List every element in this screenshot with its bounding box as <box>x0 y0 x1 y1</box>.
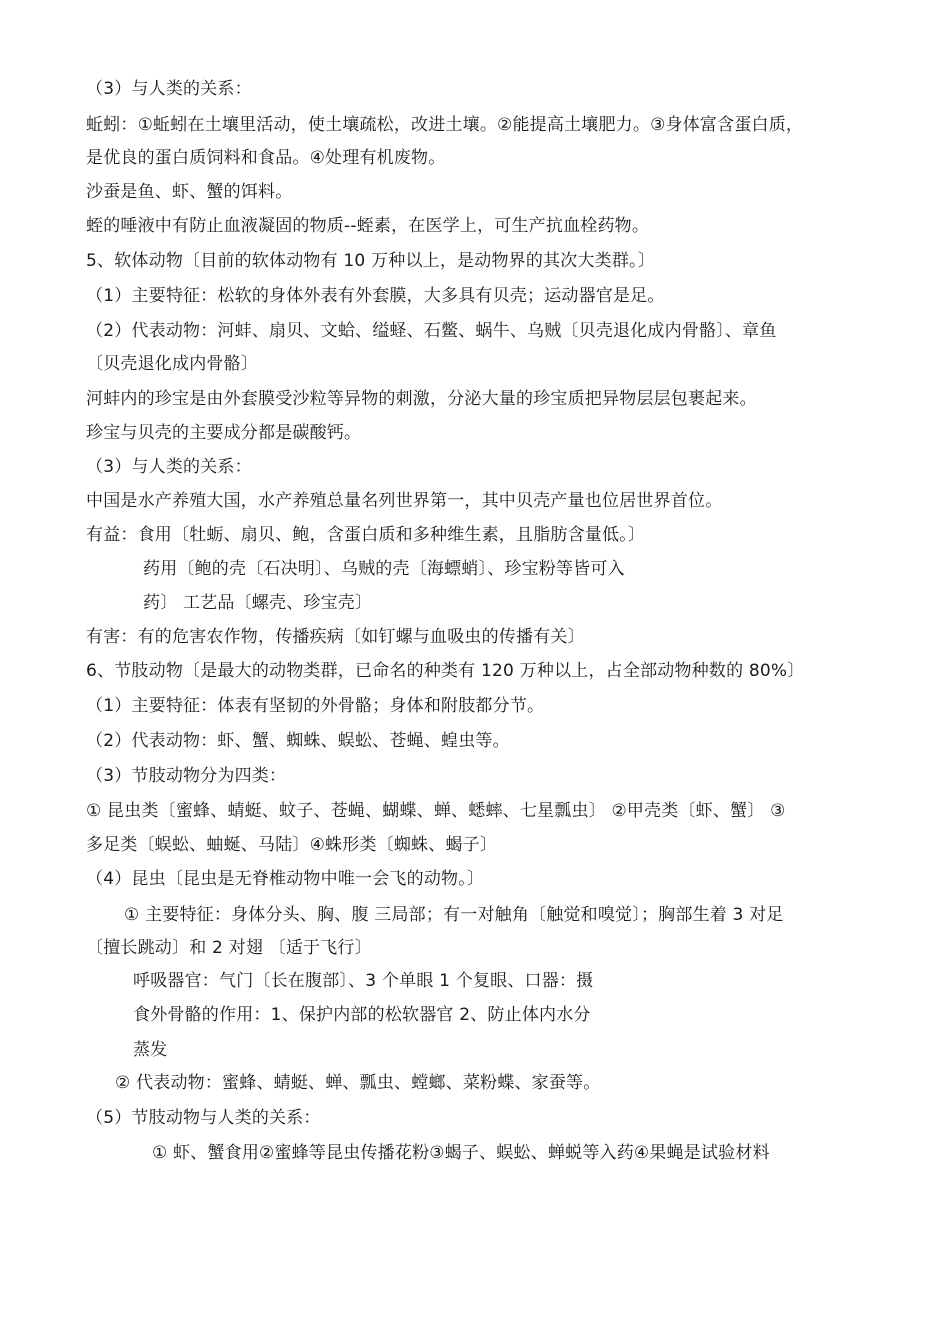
text-line: 中国是水产养殖大国，水产养殖总量名列世界第一，其中贝壳产量也位居世界首位。 <box>86 491 723 511</box>
text-line: ① 昆虫类〔蜜蜂、蜻蜓、蚊子、苍蝇、蝴蝶、蝉、蟋蟀、七星瓢虫〕 ②甲壳类〔虾、蟹〕 ③ <box>86 801 786 821</box>
text-line: ① 虾、蟹食用②蜜蜂等昆虫传播花粉③蝎子、蜈蚣、蝉蜕等入药④果蝇是试验材料 <box>152 1143 770 1163</box>
text-line: （2）代表动物：河蚌、扇贝、文蛤、缢蛏、石鳖、蜗牛、乌贼〔贝壳退化成内骨骼〕、章鱼 <box>86 321 777 341</box>
text-line: （1）主要特征：松软的身体外表有外套膜，大多具有贝壳；运动器官是足。 <box>86 286 665 306</box>
text-line: （3）与人类的关系： <box>86 79 252 99</box>
text-line: 是优良的蛋白质饲料和食品。④处理有机废物。 <box>86 148 446 168</box>
text-line: （5）节肢动物与人类的关系： <box>86 1108 321 1128</box>
text-line: 有害：有的危害农作物，传播疾病〔如钉螺与血吸虫的传播有关〕 <box>86 627 585 647</box>
text-line: （1）主要特征：体表有坚韧的外骨骼；身体和附肢都分节。 <box>86 696 545 716</box>
text-line: 〔贝壳退化成内骨骼〕 <box>86 354 258 374</box>
text-line: （3）节肢动物分为四类： <box>86 766 287 786</box>
text-line: 药〕 工艺品〔螺壳、珍宝壳〕 <box>143 593 373 613</box>
text-line: 珍宝与贝壳的主要成分都是碳酸钙。 <box>86 423 362 443</box>
text-line: 呼吸器官：气门〔长在腹部〕、3 个单眼 1 个复眼、口器：摄 <box>133 971 594 991</box>
text-line: 食外骨骼的作用：1、保护内部的松软器官 2、防止体内水分 <box>133 1005 591 1025</box>
text-line: （4）昆虫〔昆虫是无脊椎动物中唯一会飞的动物。〕 <box>86 869 485 889</box>
text-line: 沙蚕是鱼、虾、蟹的饵料。 <box>86 182 293 202</box>
text-line: 蒸发 <box>133 1040 168 1060</box>
text-line: 河蚌内的珍宝是由外套膜受沙粒等异物的刺激，分泌大量的珍宝质把异物层层包裹起来。 <box>86 389 757 409</box>
text-line: 蛭的唾液中有防止血液凝固的物质--蛭素，在医学上，可生产抗血栓药物。 <box>86 216 650 236</box>
text-line: 蚯蚓：①蚯蚓在土壤里活动，使土壤疏松，改进土壤。②能提高土壤肥力。③身体富含蛋白质， <box>86 115 804 135</box>
text-line: 多足类〔蜈蚣、蚰蜒、马陆〕④蛛形类〔蜘蛛、蝎子〕 <box>86 835 498 855</box>
text-line: ② 代表动物：蜜蜂、蜻蜓、蝉、瓢虫、螳螂、菜粉蝶、家蚕等。 <box>115 1073 601 1093</box>
text-line: 〔擅长跳动〕和 2 对翅 〔适于飞行〕 <box>86 938 372 958</box>
text-line: （3）与人类的关系： <box>86 457 252 477</box>
section-heading: 6、节肢动物〔是最大的动物类群，已命名的种类有 120 万种以上，占全部动物种数的 80%〕 <box>86 661 805 681</box>
text-line: 有益：食用〔牡蛎、扇贝、鲍，含蛋白质和多种维生素，且脂肪含量低。〕 <box>86 525 646 545</box>
text-line: （2）代表动物：虾、蟹、蜘蛛、蜈蚣、苍蝇、蝗虫等。 <box>86 731 510 751</box>
text-line: 药用〔鲍的壳〔石决明〕、乌贼的壳〔海螵蛸〕、珍宝粉等皆可入 <box>143 559 625 579</box>
section-heading: 5、软体动物〔目前的软体动物有 10 万种以上，是动物界的其次大类群。〕 <box>86 251 655 271</box>
text-line: ① 主要特征：身体分头、胸、腹 三局部；有一对触角〔触觉和嗅觉〕；胸部生着 3 对足 <box>124 905 784 925</box>
